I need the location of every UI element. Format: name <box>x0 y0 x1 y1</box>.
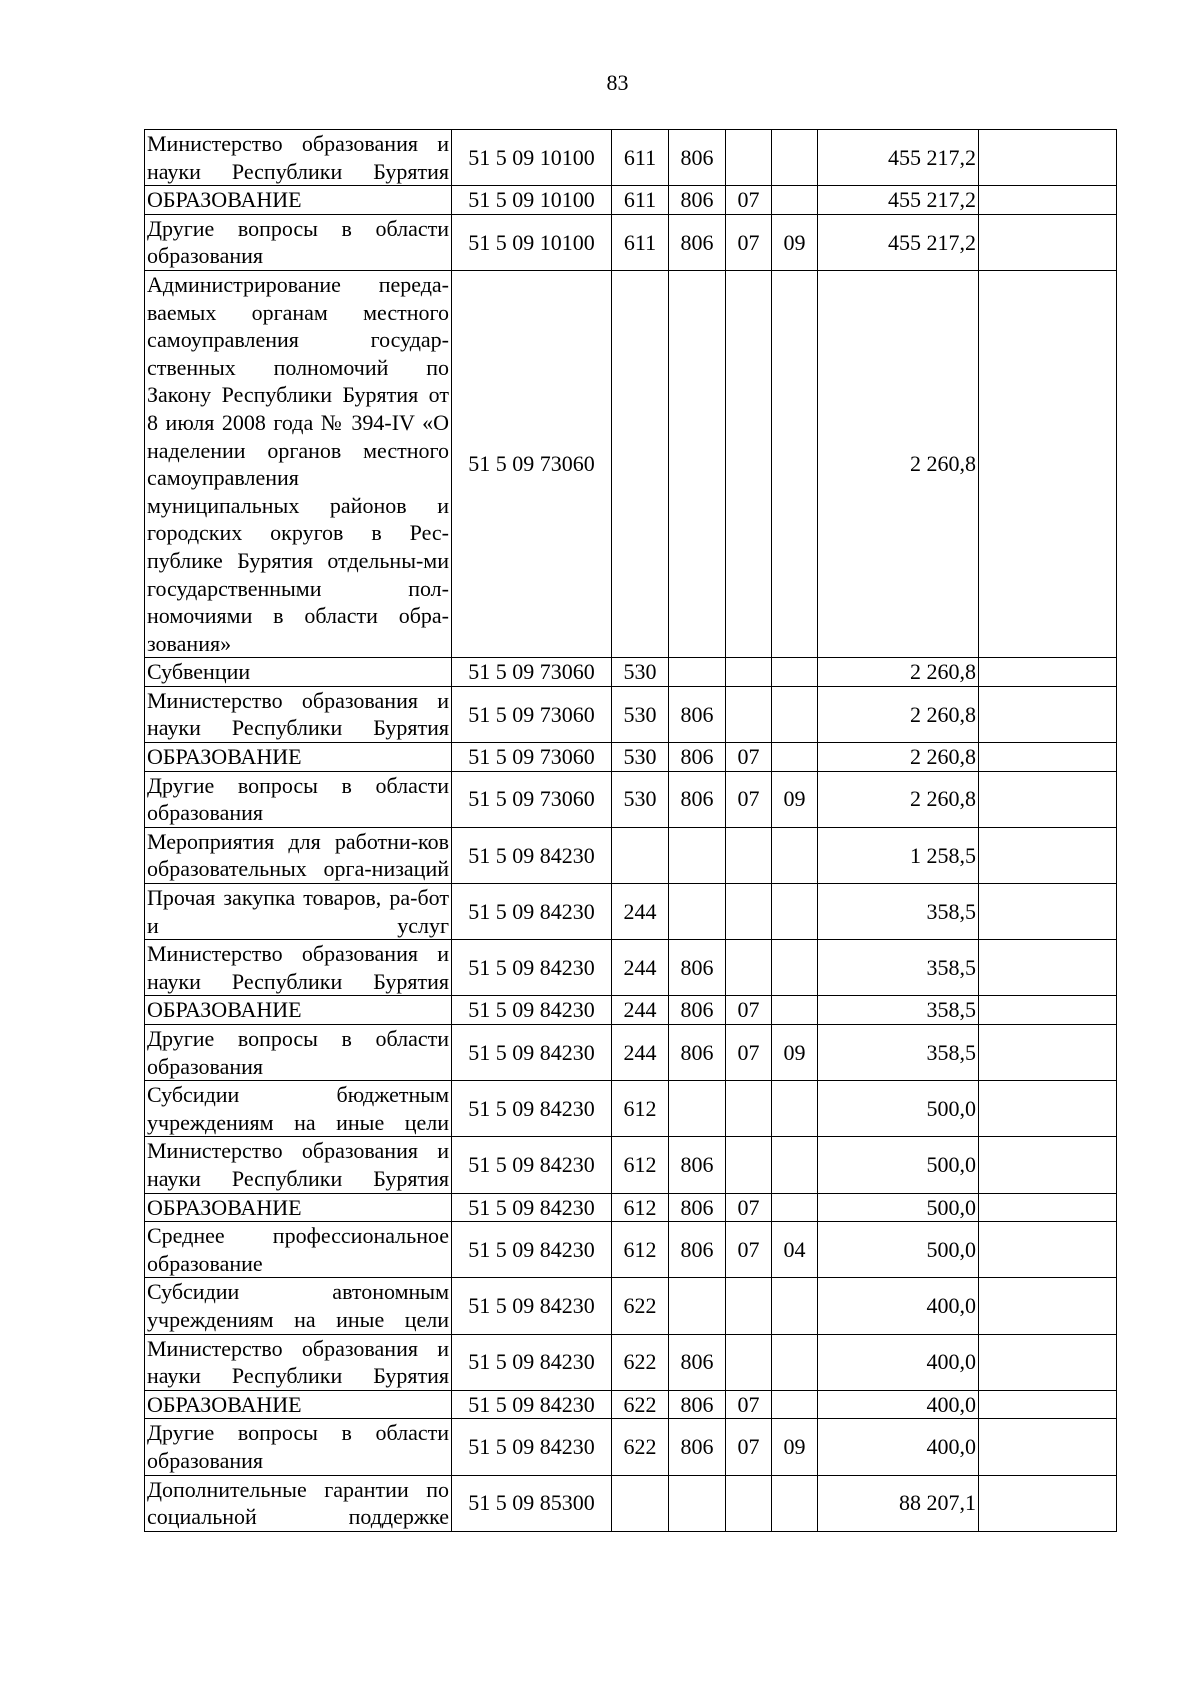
expense-type-cell: 530 <box>612 743 669 772</box>
amount-cell: 500,0 <box>818 1137 979 1193</box>
target-code-cell: 51 5 09 84230 <box>452 1081 612 1137</box>
amount-cell: 358,5 <box>818 996 979 1025</box>
amount-cell: 2 260,8 <box>818 771 979 827</box>
subsection-cell <box>772 130 818 186</box>
row-name-cell: Администрирование переда-ваемых органам местного самоуправления государ-ственных полномочий по Закону Республики Бурятия от 8 июля 2008 года № 394-IV «О наделении органов местного самоуправления муниципальных районов и городских округов в Рес-публике Бурятия отдельны-ми государственными пол-номочиями в области обра-зования» <box>145 270 452 657</box>
administrator-cell <box>669 827 726 883</box>
subsection-cell <box>772 884 818 940</box>
expense-type-cell: 244 <box>612 1025 669 1081</box>
section-cell: 07 <box>726 771 772 827</box>
section-cell <box>726 1475 772 1531</box>
section-cell: 07 <box>726 1222 772 1278</box>
subsection-cell: 09 <box>772 1419 818 1475</box>
expense-type-cell: 612 <box>612 1137 669 1193</box>
administrator-cell: 806 <box>669 1419 726 1475</box>
subsection-cell <box>772 940 818 996</box>
extra-cell <box>979 1334 1117 1390</box>
administrator-cell <box>669 1475 726 1531</box>
amount-cell: 455 217,2 <box>818 214 979 270</box>
subsection-cell <box>772 270 818 657</box>
amount-cell: 88 207,1 <box>818 1475 979 1531</box>
section-cell <box>726 1334 772 1390</box>
amount-cell: 358,5 <box>818 1025 979 1081</box>
expense-type-cell: 622 <box>612 1334 669 1390</box>
subsection-cell: 09 <box>772 1025 818 1081</box>
table-row <box>145 1334 1117 1390</box>
extra-cell <box>979 658 1117 687</box>
amount-cell: 455 217,2 <box>818 130 979 186</box>
amount-cell: 500,0 <box>818 1193 979 1222</box>
target-code-cell: 51 5 09 84230 <box>452 940 612 996</box>
row-name-cell: Субвенции <box>145 658 452 687</box>
table-row <box>145 884 1117 940</box>
table-row <box>145 1193 1117 1222</box>
row-name-cell: Другие вопросы в области образования <box>145 771 452 827</box>
section-cell <box>726 827 772 883</box>
target-code-cell: 51 5 09 73060 <box>452 743 612 772</box>
expense-type-cell <box>612 270 669 657</box>
administrator-cell: 806 <box>669 186 726 215</box>
target-code-cell: 51 5 09 84230 <box>452 996 612 1025</box>
administrator-cell: 806 <box>669 996 726 1025</box>
amount-cell: 1 258,5 <box>818 827 979 883</box>
expense-type-cell <box>612 827 669 883</box>
target-code-cell: 51 5 09 84230 <box>452 827 612 883</box>
section-cell <box>726 686 772 742</box>
extra-cell <box>979 1025 1117 1081</box>
table-row <box>145 1390 1117 1419</box>
subsection-cell: 09 <box>772 771 818 827</box>
row-name-cell: Министерство образования и науки Республики Бурятия <box>145 130 452 186</box>
administrator-cell <box>669 884 726 940</box>
section-cell: 07 <box>726 1419 772 1475</box>
amount-cell: 2 260,8 <box>818 743 979 772</box>
target-code-cell: 51 5 09 85300 <box>452 1475 612 1531</box>
section-cell: 07 <box>726 214 772 270</box>
amount-cell: 400,0 <box>818 1334 979 1390</box>
subsection-cell <box>772 743 818 772</box>
table-row <box>145 743 1117 772</box>
extra-cell <box>979 1278 1117 1334</box>
table-row <box>145 827 1117 883</box>
target-code-cell: 51 5 09 73060 <box>452 270 612 657</box>
extra-cell <box>979 1419 1117 1475</box>
expense-type-cell: 612 <box>612 1193 669 1222</box>
extra-cell <box>979 686 1117 742</box>
target-code-cell: 51 5 09 84230 <box>452 1137 612 1193</box>
expense-type-cell: 622 <box>612 1278 669 1334</box>
section-cell <box>726 940 772 996</box>
administrator-cell: 806 <box>669 1390 726 1419</box>
page-number: 83 <box>606 70 629 95</box>
subsection-cell: 09 <box>772 214 818 270</box>
row-name-cell: Мероприятия для работни-ков образовательных орга-низаций <box>145 827 452 883</box>
subsection-cell <box>772 1390 818 1419</box>
expense-type-cell: 611 <box>612 186 669 215</box>
table-row <box>145 1222 1117 1278</box>
amount-cell: 2 260,8 <box>818 686 979 742</box>
section-cell: 07 <box>726 1025 772 1081</box>
expense-type-cell: 622 <box>612 1419 669 1475</box>
administrator-cell: 806 <box>669 1025 726 1081</box>
expense-type-cell: 612 <box>612 1081 669 1137</box>
target-code-cell: 51 5 09 84230 <box>452 1193 612 1222</box>
administrator-cell: 806 <box>669 1137 726 1193</box>
budget-table <box>144 129 1117 1532</box>
expense-type-cell: 530 <box>612 771 669 827</box>
section-cell <box>726 1137 772 1193</box>
row-name-cell: Министерство образования и науки Республики Бурятия <box>145 940 452 996</box>
row-name-cell: Субсидии бюджетным учреждениям на иные цели <box>145 1081 452 1137</box>
row-name-cell: ОБРАЗОВАНИЕ <box>145 1193 452 1222</box>
administrator-cell <box>669 270 726 657</box>
section-cell <box>726 270 772 657</box>
subsection-cell <box>772 1278 818 1334</box>
section-cell: 07 <box>726 186 772 215</box>
extra-cell <box>979 1081 1117 1137</box>
subsection-cell <box>772 1193 818 1222</box>
target-code-cell: 51 5 09 73060 <box>452 686 612 742</box>
table-row <box>145 130 1117 186</box>
table-row <box>145 1081 1117 1137</box>
target-code-cell: 51 5 09 84230 <box>452 1222 612 1278</box>
amount-cell: 400,0 <box>818 1278 979 1334</box>
target-code-cell: 51 5 09 84230 <box>452 1025 612 1081</box>
extra-cell <box>979 270 1117 657</box>
section-cell <box>726 658 772 687</box>
table-row <box>145 996 1117 1025</box>
amount-cell: 500,0 <box>818 1222 979 1278</box>
administrator-cell: 806 <box>669 1222 726 1278</box>
target-code-cell: 51 5 09 84230 <box>452 1419 612 1475</box>
row-name-cell: Министерство образования и науки Республики Бурятия <box>145 1137 452 1193</box>
amount-cell: 2 260,8 <box>818 270 979 657</box>
extra-cell <box>979 996 1117 1025</box>
target-code-cell: 51 5 09 84230 <box>452 1278 612 1334</box>
extra-cell <box>979 743 1117 772</box>
row-name-cell: Другие вопросы в области образования <box>145 214 452 270</box>
table-row <box>145 1137 1117 1193</box>
table-row <box>145 771 1117 827</box>
expense-type-cell: 244 <box>612 884 669 940</box>
extra-cell <box>979 884 1117 940</box>
subsection-cell <box>772 996 818 1025</box>
subsection-cell <box>772 1137 818 1193</box>
target-code-cell: 51 5 09 10100 <box>452 186 612 215</box>
table-row <box>145 1278 1117 1334</box>
expense-type-cell: 530 <box>612 686 669 742</box>
subsection-cell <box>772 1081 818 1137</box>
subsection-cell <box>772 827 818 883</box>
administrator-cell: 806 <box>669 940 726 996</box>
section-cell: 07 <box>726 1390 772 1419</box>
administrator-cell <box>669 1278 726 1334</box>
target-code-cell: 51 5 09 84230 <box>452 884 612 940</box>
extra-cell <box>979 1193 1117 1222</box>
expense-type-cell: 612 <box>612 1222 669 1278</box>
extra-cell <box>979 1137 1117 1193</box>
amount-cell: 455 217,2 <box>818 186 979 215</box>
row-name-cell: Министерство образования и науки Республики Бурятия <box>145 1334 452 1390</box>
section-cell <box>726 1278 772 1334</box>
table-body <box>145 130 1117 1532</box>
row-name-cell: ОБРАЗОВАНИЕ <box>145 743 452 772</box>
expense-type-cell: 611 <box>612 130 669 186</box>
administrator-cell: 806 <box>669 771 726 827</box>
subsection-cell <box>772 658 818 687</box>
subsection-cell <box>772 1475 818 1531</box>
row-name-cell: Субсидии автономным учреждениям на иные цели <box>145 1278 452 1334</box>
amount-cell: 400,0 <box>818 1419 979 1475</box>
row-name-cell: Министерство образования и науки Республики Бурятия <box>145 686 452 742</box>
section-cell <box>726 1081 772 1137</box>
table-row <box>145 270 1117 657</box>
row-name-cell: Среднее профессиональное образование <box>145 1222 452 1278</box>
amount-cell: 358,5 <box>818 940 979 996</box>
section-cell: 07 <box>726 996 772 1025</box>
subsection-cell <box>772 686 818 742</box>
extra-cell <box>979 186 1117 215</box>
target-code-cell: 51 5 09 84230 <box>452 1334 612 1390</box>
amount-cell: 400,0 <box>818 1390 979 1419</box>
administrator-cell: 806 <box>669 686 726 742</box>
table-row <box>145 1025 1117 1081</box>
section-cell: 07 <box>726 1193 772 1222</box>
administrator-cell: 806 <box>669 743 726 772</box>
row-name-cell: Прочая закупка товаров, ра-бот и услуг <box>145 884 452 940</box>
section-cell <box>726 130 772 186</box>
extra-cell <box>979 130 1117 186</box>
target-code-cell: 51 5 09 73060 <box>452 658 612 687</box>
extra-cell <box>979 771 1117 827</box>
row-name-cell: ОБРАЗОВАНИЕ <box>145 996 452 1025</box>
table-row <box>145 214 1117 270</box>
row-name-cell: ОБРАЗОВАНИЕ <box>145 186 452 215</box>
table-row <box>145 940 1117 996</box>
row-name-cell: ОБРАЗОВАНИЕ <box>145 1390 452 1419</box>
table-row <box>145 1419 1117 1475</box>
table-row <box>145 186 1117 215</box>
target-code-cell: 51 5 09 84230 <box>452 1390 612 1419</box>
amount-cell: 500,0 <box>818 1081 979 1137</box>
subsection-cell <box>772 1334 818 1390</box>
target-code-cell: 51 5 09 10100 <box>452 130 612 186</box>
administrator-cell: 806 <box>669 1334 726 1390</box>
target-code-cell: 51 5 09 73060 <box>452 771 612 827</box>
expense-type-cell: 611 <box>612 214 669 270</box>
expense-type-cell <box>612 1475 669 1531</box>
expense-type-cell: 622 <box>612 1390 669 1419</box>
extra-cell <box>979 1222 1117 1278</box>
extra-cell <box>979 827 1117 883</box>
row-name-cell: Дополнительные гарантии по социальной поддержке <box>145 1475 452 1531</box>
expense-type-cell: 244 <box>612 996 669 1025</box>
target-code-cell: 51 5 09 10100 <box>452 214 612 270</box>
amount-cell: 358,5 <box>818 884 979 940</box>
row-name-cell: Другие вопросы в области образования <box>145 1419 452 1475</box>
row-name-cell: Другие вопросы в области образования <box>145 1025 452 1081</box>
extra-cell <box>979 214 1117 270</box>
table-row <box>145 658 1117 687</box>
administrator-cell: 806 <box>669 1193 726 1222</box>
subsection-cell <box>772 186 818 215</box>
extra-cell <box>979 1390 1117 1419</box>
expense-type-cell: 530 <box>612 658 669 687</box>
administrator-cell <box>669 1081 726 1137</box>
administrator-cell: 806 <box>669 130 726 186</box>
administrator-cell <box>669 658 726 687</box>
expense-type-cell: 244 <box>612 940 669 996</box>
subsection-cell: 04 <box>772 1222 818 1278</box>
section-cell <box>726 884 772 940</box>
table-row <box>145 1475 1117 1531</box>
section-cell: 07 <box>726 743 772 772</box>
extra-cell <box>979 1475 1117 1531</box>
table-row <box>145 686 1117 742</box>
administrator-cell: 806 <box>669 214 726 270</box>
amount-cell: 2 260,8 <box>818 658 979 687</box>
extra-cell <box>979 940 1117 996</box>
